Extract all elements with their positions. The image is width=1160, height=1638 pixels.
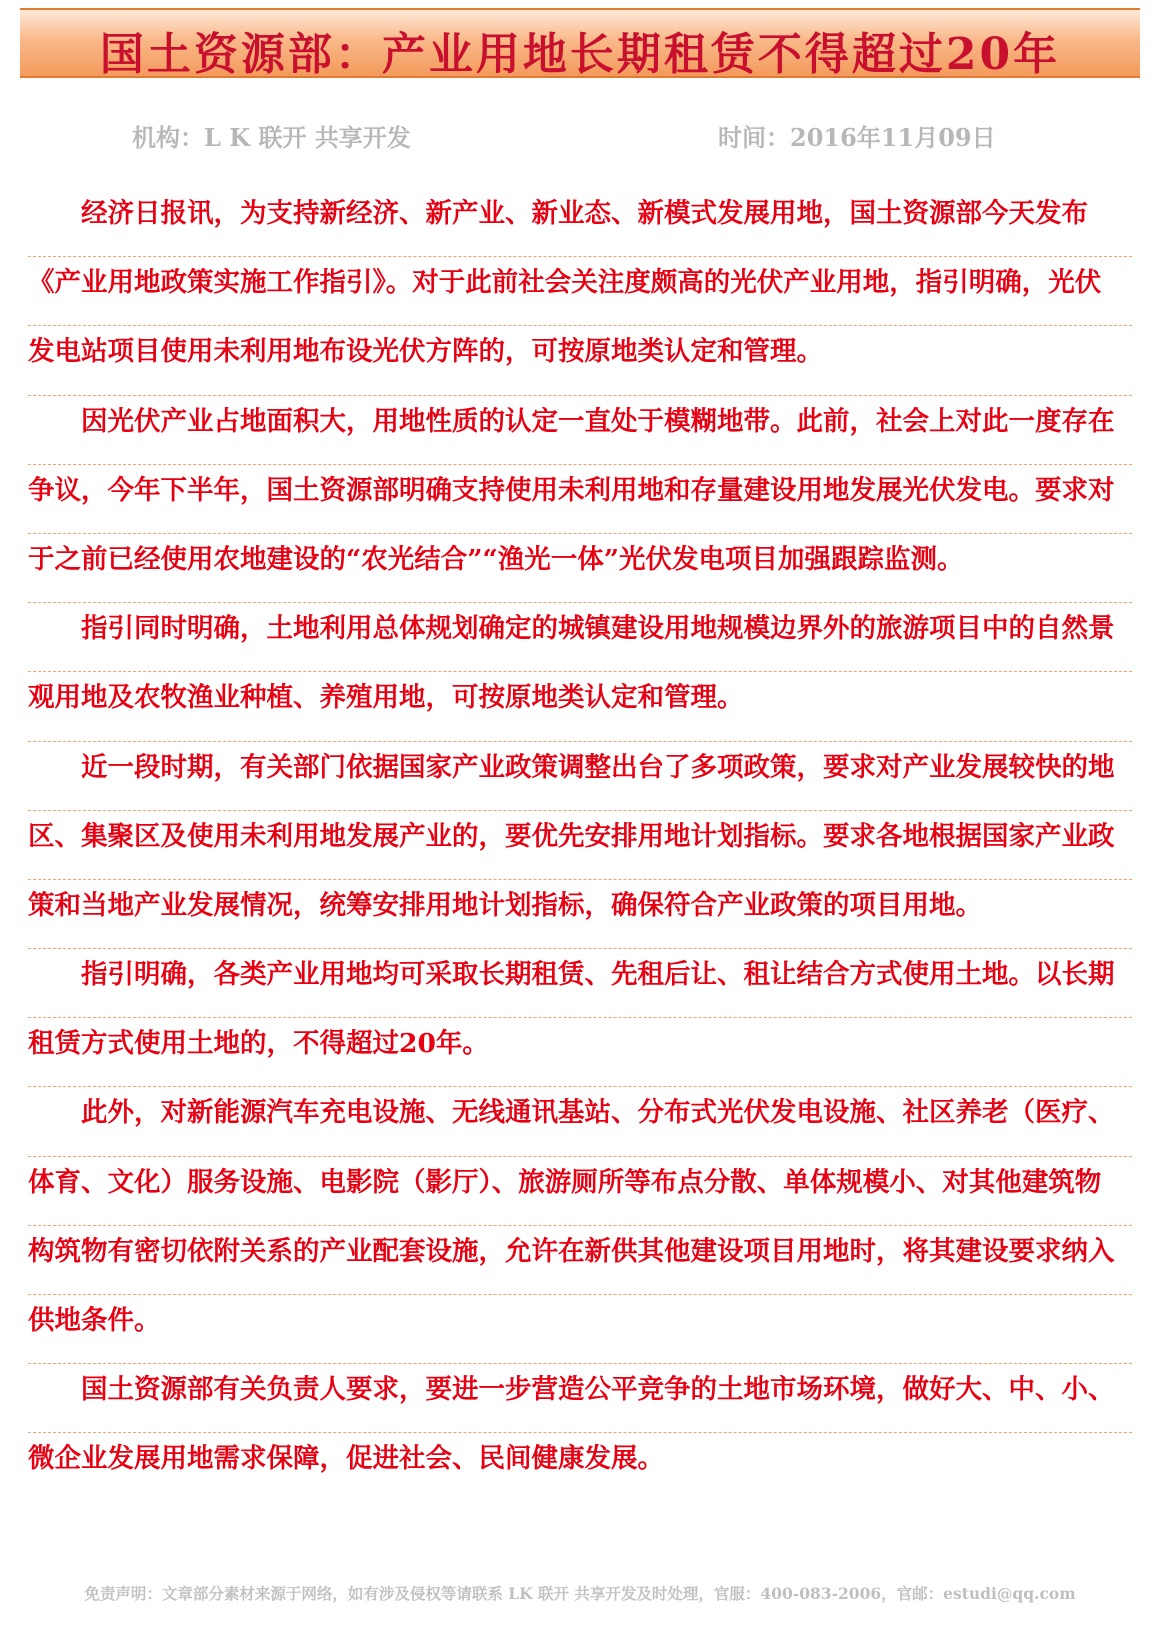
article-body [28,188,1132,1503]
paragraph-1-line-2: 《产业用地政策实施工作指引》。对于此前社会关注度颇高的光伏产业用地，指引明确，光伏 [28,257,1132,326]
paragraph-4-line-1: 近一段时期，有关部门依据国家产业政策调整出台了多项政策，要求对产业发展较快的地 [28,742,1132,811]
organization-label: 机构：L K 联开 共享开发 [132,123,411,152]
paragraph-5-line-1: 指引明确，各类产业用地均可采取长期租赁、先租后让、租让结合方式使用土地。以长期 [28,949,1132,1018]
paragraph-2-line-2: 争议，今年下半年，国土资源部明确支持使用未利用地和存量建设用地发展光伏发电。要求对 [28,465,1132,534]
meta-row [0,112,1160,152]
paragraph-3-line-2: 观用地及农牧渔业种植、养殖用地，可按原地类认定和管理。 [28,672,1132,741]
disclaimer-footer: 免责声明：文章部分素材来源于网络，如有涉及侵权等请联系 LK 联开 共享开发及时处理，官服：400-083-2006，官邮：estudi@qq.com [84,1584,1076,1603]
paragraph-2-line-1: 因光伏产业占地面积大，用地性质的认定一直处于模糊地带。此前，社会上对此一度存在 [28,396,1132,465]
paragraph-1-line-3: 发电站项目使用未利用地布设光伏方阵的，可按原地类认定和管理。 [28,326,1132,395]
paragraph-6-line-1: 此外，对新能源汽车充电设施、无线通讯基站、分布式光伏发电设施、社区养老（医疗、 [28,1087,1132,1156]
paragraph-3-line-1: 指引同时明确，土地利用总体规划确定的城镇建设用地规模边界外的旅游项目中的自然景 [28,603,1132,672]
paragraph-1-line-1: 经济日报讯，为支持新经济、新产业、新业态、新模式发展用地，国土资源部今天发布 [28,188,1132,257]
paragraph-7-line-2: 微企业发展用地需求保障，促进社会、民间健康发展。 [28,1443,664,1475]
paragraph-6-line-4: 供地条件。 [28,1295,1132,1364]
paragraph-7-line-1: 国土资源部有关负责人要求，要进一步营造公平竞争的土地市场环境，做好大、中、小、 [28,1364,1132,1433]
paragraph-6-line-2: 体育、文化）服务设施、电影院（影厅）、旅游厕所等布点分散、单体规模小、对其他建筑物 [28,1157,1132,1226]
publish-time: 时间：2016年11月09日 [718,123,996,152]
page-title: 国土资源部：产业用地长期租赁不得超过20年 [99,29,1061,80]
paragraph-4-line-2: 区、集聚区及使用未利用地发展产业的，要优先安排用地计划指标。要求各地根据国家产业政 [28,811,1132,880]
title-banner [20,8,1140,78]
paragraph-6-line-3: 构筑物有密切依附关系的产业配套设施，允许在新供其他建设项目用地时，将其建设要求纳入 [28,1226,1132,1295]
paragraph-4-line-3: 策和当地产业发展情况，统筹安排用地计划指标，确保符合产业政策的项目用地。 [28,880,1132,949]
paragraph-2-line-3: 于之前已经使用农地建设的“农光结合”“渔光一体”光伏发电项目加强跟踪监测。 [28,534,1132,603]
paragraph-5-line-2: 租赁方式使用土地的，不得超过20年。 [28,1018,1132,1087]
